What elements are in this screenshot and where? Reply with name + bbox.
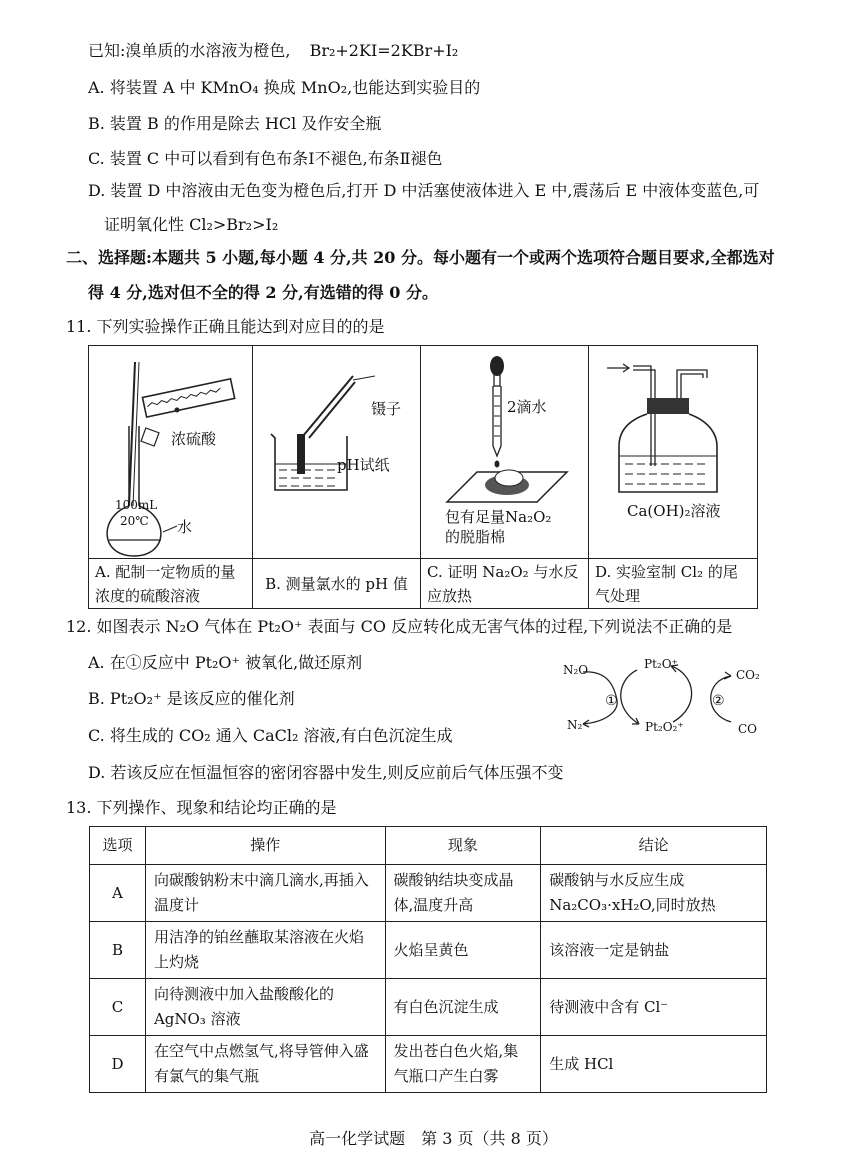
header-operation: 操作	[145, 827, 385, 865]
q10-option-d-line1: D. 装置 D 中溶液由无色变为橙色后,打开 D 中活塞使液体进入 E 中,震荡后 E 中液体变蓝色,可	[88, 181, 760, 200]
q13-table	[89, 826, 767, 1093]
cell-option: A	[90, 865, 146, 922]
table-header-row	[90, 827, 767, 865]
cell-option: C	[90, 979, 146, 1036]
q12-option-b: B. Pt₂O₂⁺ 是该反应的催化剂	[88, 689, 295, 708]
cell-phenomenon: 碳酸钠结块变成晶体,温度升高	[385, 865, 541, 922]
header-conclusion: 结论	[541, 827, 767, 865]
label-tweezers: 镊子	[371, 400, 402, 418]
cell-conclusion: 碳酸钠与水反应生成 Na₂CO₃·xH₂O,同时放热	[541, 865, 767, 922]
known-line	[88, 40, 458, 62]
q12-option-c: C. 将生成的 CO₂ 通入 CaCl₂ 溶液,有白色沉淀生成	[88, 726, 453, 745]
label-co2: CO₂	[736, 668, 760, 682]
cell-phenomenon: 火焰呈黄色	[385, 922, 541, 979]
known-equation: Br₂+2KI=2KBr+I₂	[309, 41, 459, 60]
label-flask-volume: 100mL	[115, 498, 158, 512]
label-flask-temp: 20℃	[120, 514, 149, 528]
caption-d: D. 实验室制 Cl₂ 的尾气处理	[589, 558, 757, 608]
label-two-drops-water: 2滴水	[507, 398, 547, 416]
label-caoh2-solution: Ca(OH)₂溶液	[627, 502, 721, 520]
cell-operation: 用洁净的铂丝蘸取某溶液在火焰上灼烧	[145, 922, 385, 979]
cell-conclusion: 生成 HCl	[541, 1036, 767, 1093]
label-co: CO	[738, 722, 758, 736]
page-footer: 高一化学试题 第 3 页（共 8 页）	[309, 1129, 558, 1148]
gas-washing-bottle-figure	[589, 346, 757, 558]
cell-operation: 在空气中点燃氢气,将导管伸入盛有氯气的集气瓶	[145, 1036, 385, 1093]
fig-cell-b	[253, 346, 421, 608]
label-pt2o-plus: Pt₂O⁺	[644, 657, 678, 671]
table-row	[90, 865, 767, 922]
table-row	[90, 1036, 767, 1093]
cell-operation: 向碳酸钠粉末中滴几滴水,再插入温度计	[145, 865, 385, 922]
label-step-1: ①	[605, 693, 618, 709]
fig-cell-d	[589, 346, 757, 608]
cell-phenomenon: 发出苍白色火焰,集气瓶口产生白雾	[385, 1036, 541, 1093]
cell-conclusion: 待测液中含有 Cl⁻	[541, 979, 767, 1036]
label-cotton-line2: 的脱脂棉	[445, 528, 506, 546]
caption-a: A. 配制一定物质的量浓度的硫酸溶液	[89, 558, 252, 608]
section2-line1: 二、选择题:本题共 5 小题,每小题 4 分,共 20 分。每小题有一个或两个选项符合题目要求,全都选对	[66, 248, 775, 267]
label-cotton-line1: 包有足量Na₂O₂	[445, 508, 552, 526]
q10-option-a: A. 将装置 A 中 KMnO₄ 换成 MnO₂,也能达到实验目的	[88, 78, 481, 97]
cell-operation: 向待测液中加入盐酸酸化的 AgNO₃ 溶液	[145, 979, 385, 1036]
cell-option: B	[90, 922, 146, 979]
known-text: 已知:溴单质的水溶液为橙色,	[88, 41, 291, 60]
q10-option-b: B. 装置 B 的作用是除去 HCl 及作安全瓶	[88, 114, 382, 133]
volumetric-flask-figure	[89, 346, 253, 558]
section2-line2: 得 4 分,选对但不全的得 2 分,有选错的得 0 分。	[88, 283, 438, 302]
table-row	[90, 979, 767, 1036]
cell-phenomenon: 有白色沉淀生成	[385, 979, 541, 1036]
cell-conclusion: 该溶液一定是钠盐	[541, 922, 767, 979]
q12-stem: 12. 如图表示 N₂O 气体在 Pt₂O⁺ 表面与 CO 反应转化成无害气体的过程,下列说法不正确的是	[66, 617, 733, 636]
q13-stem: 13. 下列操作、现象和结论均正确的是	[66, 798, 337, 817]
label-ph-paper: pH试纸	[337, 456, 390, 474]
caption-c: C. 证明 Na₂O₂ 与水反应放热	[421, 558, 588, 608]
fig-cell-c	[421, 346, 589, 608]
header-option: 选项	[90, 827, 146, 865]
q12-option-a: A. 在①反应中 Pt₂O⁺ 被氧化,做还原剂	[88, 653, 363, 672]
q10-option-c: C. 装置 C 中可以看到有色布条Ⅰ不褪色,布条Ⅱ褪色	[88, 149, 443, 168]
label-conc-sulfuric-acid: 浓硫酸	[171, 430, 217, 448]
q11-figure-table	[88, 345, 758, 609]
label-pt2o2-plus: Pt₂O₂⁺	[645, 720, 684, 734]
label-step-2: ②	[712, 693, 725, 709]
header-phenomenon: 现象	[385, 827, 541, 865]
label-water: 水	[177, 518, 193, 536]
table-row	[90, 922, 767, 979]
beaker-ph-figure	[253, 346, 421, 558]
q11-stem: 11. 下列实验操作正确且能达到对应目的的是	[66, 317, 385, 336]
q10-option-d-line2: 证明氧化性 Cl₂>Br₂>I₂	[104, 215, 279, 234]
q12-option-d: D. 若该反应在恒温恒容的密闭容器中发生,则反应前后气体压强不变	[88, 763, 564, 782]
label-n2o: N₂O	[563, 663, 589, 677]
fig-cell-a	[89, 346, 253, 608]
cell-option: D	[90, 1036, 146, 1093]
caption-b: B. 测量氯水的 pH 值	[253, 558, 420, 608]
label-n2: N₂	[567, 718, 583, 732]
